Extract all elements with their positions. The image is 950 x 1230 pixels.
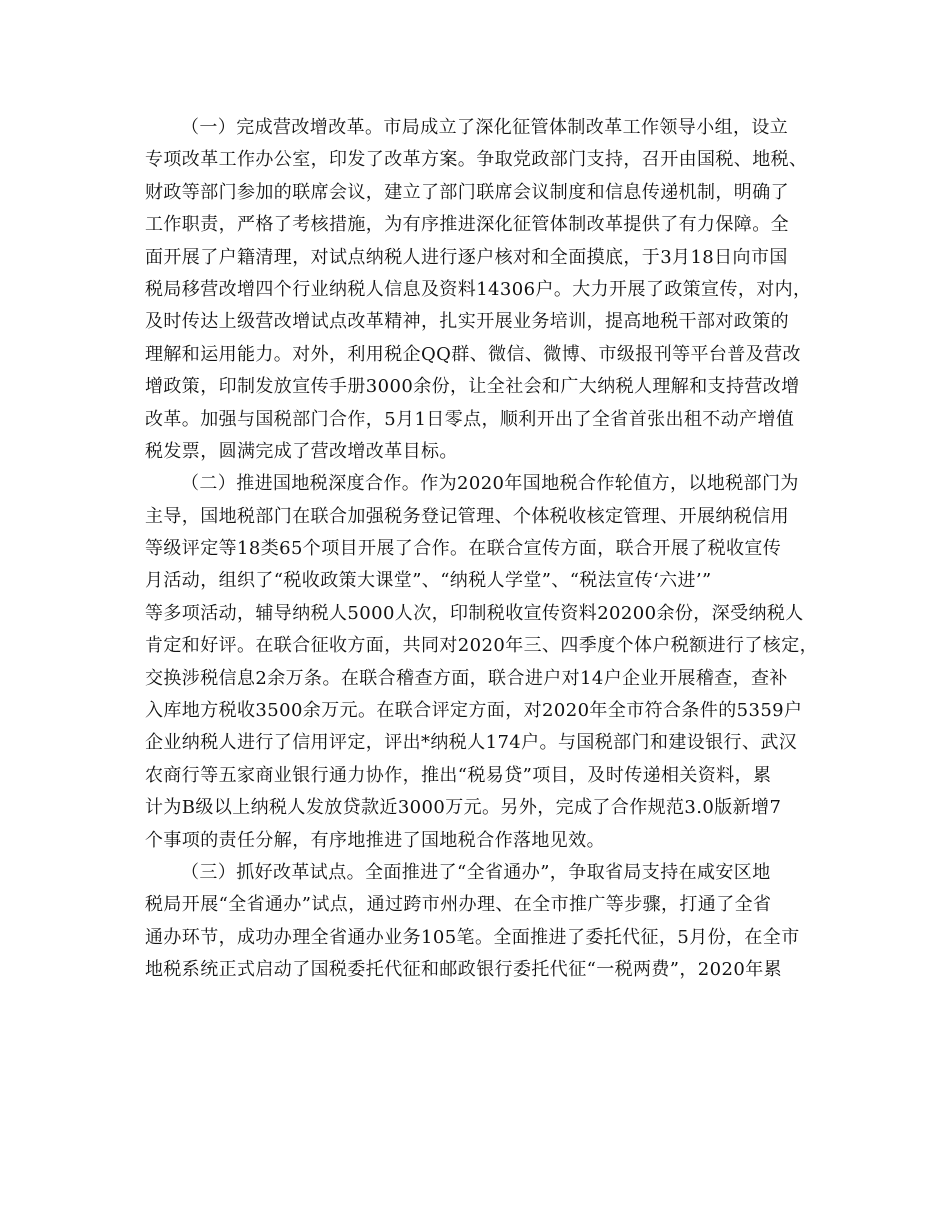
text-line: 税局开展“全省通办”试点，通过跨市州办理、在全市推广等步骤，打通了全省 bbox=[145, 894, 772, 916]
text-line: 主导，国地税部门在联合加强税务登记管理、个体税收核定管理、开展纳税信用 bbox=[145, 505, 789, 527]
text-line: 入库地方税收3500余万元。在联合评定方面，对2020年全市符合条件的5359户 bbox=[145, 700, 803, 722]
text-line: 工作职责，严格了考核措施，为有序推进深化征管体制改革提供了有力保障。全 bbox=[145, 214, 789, 236]
text-line: 及时传达上级营改增试点改革精神，扎实开展业务培训，提高地税干部对政策的 bbox=[145, 311, 789, 333]
paragraph-3 bbox=[145, 857, 810, 987]
text-line: （三）抓好改革试点。全面推进了“全省通办”，争取省局支持在咸安区地 bbox=[181, 861, 771, 883]
text-line: （一）完成营改增改革。市局成立了深化征管体制改革工作领导小组，设立 bbox=[181, 117, 789, 138]
paragraph-2 bbox=[145, 468, 819, 857]
text-line: （二）推进国地税深度合作。作为2020年国地税合作轮值方，以地税部门为 bbox=[181, 473, 799, 495]
document-body bbox=[145, 112, 819, 987]
text-line: 税局移营改增四个行业纳税人信息及资料14306户。大力开展了政策宣传，对内， bbox=[145, 278, 812, 300]
text-line: 月活动，组织了“税收政策大课堂”、“纳税人学堂”、“税法宣传‘六进’” bbox=[145, 570, 712, 592]
text-line: 地税系统正式启动了国税委托代征和邮政银行委托代征“一税两费”，2020年累 bbox=[145, 959, 783, 981]
text-line: 通办环节，成功办理全省通办业务105笔。全面推进了委托代征，5月份，在全市 bbox=[145, 926, 800, 948]
text-line: 专项改革工作办公室，印发了改革方案。争取党政部门支持，召开由国税、地税、 bbox=[145, 149, 808, 171]
text-line: 交换涉税信息2余万条。在联合稽查方面，联合进户对14户企业开展稽查，查补 bbox=[145, 667, 788, 689]
text-line: 财政等部门参加的联席会议，建立了部门联席会议制度和信息传递机制，明确了 bbox=[145, 181, 789, 203]
text-line: 改革。加强与国税部门合作，5月1日零点，顺利开出了全省首张出租不动产增值 bbox=[145, 408, 795, 430]
text-line: 肯定和好评。在联合征收方面，共同对2020年三、四季度个体户税额进行了核定， bbox=[145, 635, 819, 657]
text-line: 增政策，印制发放宣传手册3000余份，让全社会和广大纳税人理解和支持营改增 bbox=[145, 376, 800, 398]
text-line: 等多项活动，辅导纳税人5000人次，印制税收宣传资料20200余份，深受纳税人 bbox=[145, 602, 804, 624]
text-line: 企业纳税人进行了信用评定，评出*纳税人174户。与国税部门和建设银行、武汉 bbox=[145, 732, 798, 754]
text-line: 面开展了户籍清理，对试点纳税人进行逐户核对和全面摸底，于3月18日向市国 bbox=[145, 246, 788, 268]
text-line: 理解和运用能力。对外，利用税企QQ群、微信、微博、市级报刊等平台普及营改 bbox=[145, 343, 801, 365]
text-line: 个事项的责任分解，有序地推进了国地税合作落地见效。 bbox=[145, 829, 605, 851]
text-line: 计为B级以上纳税人发放贷款近3000万元。另外，完成了合作规范3.0版新增7 bbox=[145, 797, 782, 819]
text-line: 税发票，圆满完成了营改增改革目标。 bbox=[145, 440, 458, 462]
paragraph-1 bbox=[145, 112, 810, 468]
text-line: 农商行等五家商业银行通力协作，推出“税易贷”项目，及时传递相关资料，累 bbox=[145, 764, 772, 786]
text-line: 等级评定等18类65个项目开展了合作。在联合宣传方面，联合开展了税收宣传 bbox=[145, 538, 782, 560]
